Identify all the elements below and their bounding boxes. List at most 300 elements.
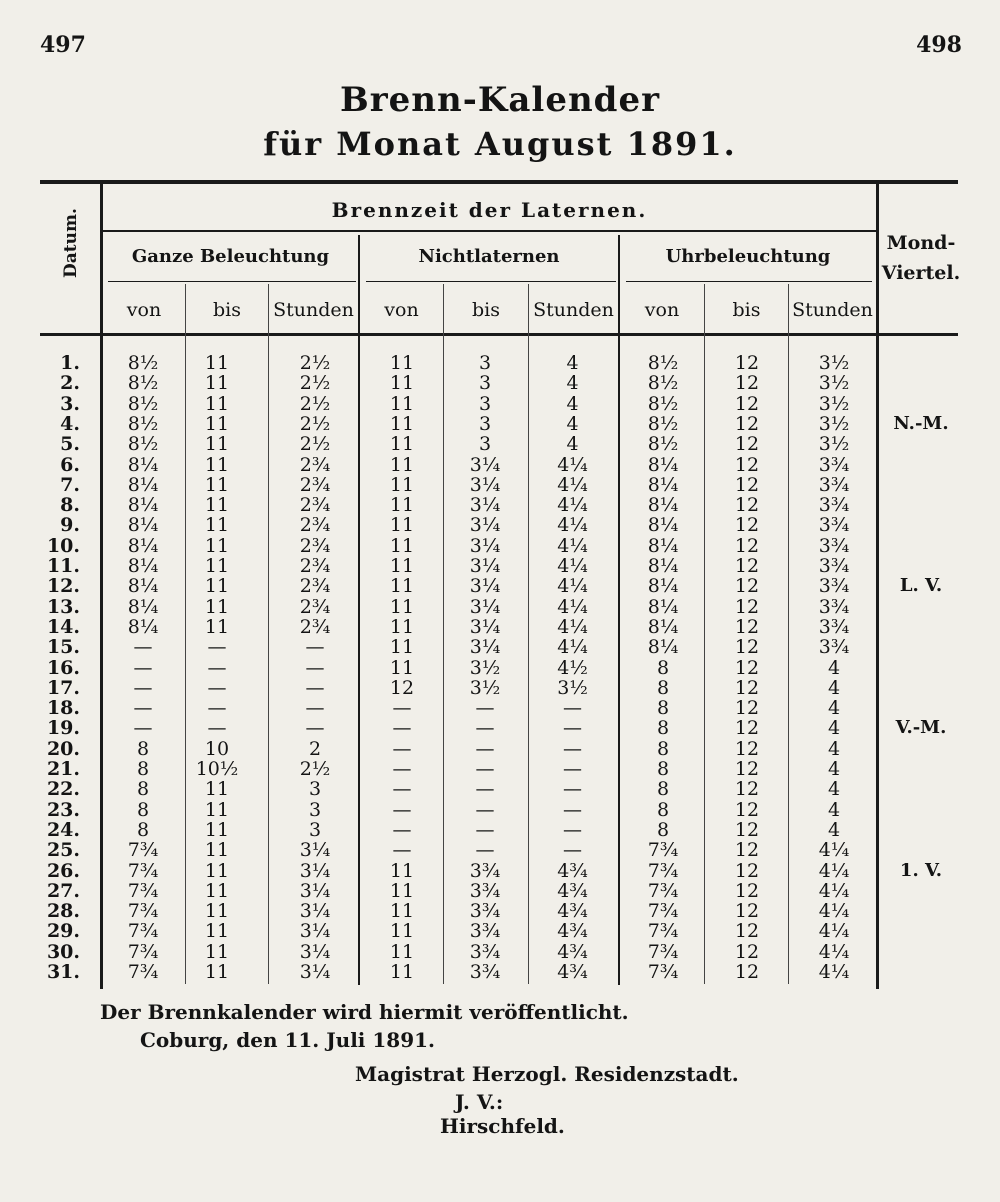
table-cell: 12 (734, 595, 760, 618)
table-cell: 12 (734, 717, 760, 740)
table-cell: 8½ (127, 392, 159, 415)
table-cell: 7¾ (127, 879, 159, 902)
table-cell: 4¾ (557, 940, 588, 963)
table-cell: 8½ (127, 433, 159, 456)
table-row (0, 839, 1000, 862)
table-cell: 4¼ (557, 534, 588, 557)
subheader-bis: bis (472, 299, 500, 321)
mond-header-line1: Mond- (886, 232, 956, 254)
table-cell: 2¾ (299, 575, 331, 598)
table-cell: 12 (734, 920, 760, 943)
table-cell: 8½ (647, 392, 679, 415)
table-cell: — (392, 818, 412, 841)
table-cell: — (305, 717, 325, 740)
table-cell: 11 (204, 900, 230, 923)
table-cell: 2¾ (299, 555, 331, 577)
table-cell: — (392, 737, 412, 760)
table-cell: 2½ (299, 412, 331, 435)
table-cell: 4¼ (557, 514, 588, 537)
table-cell: 3 (308, 818, 322, 841)
table-row (0, 535, 1000, 555)
table-cell: 2¾ (299, 595, 331, 618)
table-cell: 3¼ (469, 615, 501, 638)
table-row (0, 393, 1000, 413)
table-cell: 7¾ (127, 900, 159, 923)
table-row (0, 799, 1000, 819)
date-cell: 22. (46, 778, 80, 801)
table-cell: 12 (734, 392, 760, 415)
date-cell: 2. (60, 372, 80, 395)
table-cell: 4¾ (557, 900, 588, 923)
table-cell: 11 (204, 859, 230, 882)
table-cell: 11 (204, 352, 230, 374)
table-cell: 11 (389, 494, 415, 517)
table-cell: 3¾ (818, 453, 850, 476)
table-cell: 3¾ (469, 859, 501, 882)
table-cell: 3¼ (469, 494, 501, 517)
date-cell: 24. (46, 818, 80, 841)
table-row (0, 961, 1000, 981)
table-cell: 8 (136, 737, 150, 760)
table-cell: 3¾ (818, 615, 850, 638)
table-cell: 11 (204, 798, 230, 821)
table-cell: 11 (204, 514, 230, 537)
date-cell: 13. (46, 595, 80, 618)
table-cell: 11 (389, 514, 415, 537)
table-cell: 8 (656, 778, 670, 801)
table-cell: 2¾ (299, 534, 331, 557)
table-row (0, 900, 1000, 923)
table-cell: — (475, 798, 495, 821)
date-cell: 20. (46, 737, 80, 760)
table-cell: 4¼ (818, 900, 850, 923)
table-cell: — (475, 697, 495, 720)
table-cell: 8¼ (127, 494, 159, 517)
table-cell: 11 (204, 879, 230, 902)
table-cell: 12 (734, 961, 760, 983)
table-cell: 4 (827, 656, 841, 679)
table-cell: 3 (308, 778, 322, 801)
table-row (0, 880, 1000, 900)
table-cell: 4¼ (557, 453, 588, 476)
footer-jv: J. V.: (455, 1090, 504, 1114)
table-cell: 11 (389, 615, 415, 638)
table-cell: — (392, 758, 412, 780)
table-cell: 8½ (647, 372, 679, 395)
table-cell: 10 (204, 737, 230, 760)
table-cell: 7¾ (127, 839, 159, 862)
table-cell: 7¾ (647, 879, 679, 902)
table-row (0, 474, 1000, 494)
table-cell: 12 (734, 534, 760, 557)
table-cell: — (207, 656, 227, 679)
table-cell: 3¼ (469, 453, 501, 476)
table-cell: 11 (389, 656, 415, 679)
table-cell: 8½ (127, 372, 159, 395)
table-cell: 11 (389, 920, 415, 943)
table-cell: 3¾ (818, 473, 850, 496)
subheader-stunden: Stunden (792, 299, 873, 321)
date-cell: 16. (46, 656, 80, 679)
table-cell: 3 (478, 352, 492, 374)
table-cell: 11 (389, 595, 415, 618)
table-cell: 12 (734, 737, 760, 760)
table-row (0, 941, 1000, 961)
table-row (0, 920, 1000, 943)
table-row (0, 555, 1000, 575)
table-cell: — (305, 676, 325, 699)
table-cell: 12 (734, 575, 760, 598)
table-cell: 11 (204, 940, 230, 963)
date-cell: 7. (60, 473, 80, 496)
subheader-von: von (644, 299, 680, 321)
table-cell: — (563, 697, 582, 720)
table-cell: 8¼ (647, 615, 679, 638)
table-cell: 11 (204, 392, 230, 415)
date-cell: 21. (46, 758, 80, 780)
table-cell: 8¼ (127, 575, 159, 598)
footer-place-date: Coburg, den 11. Juli 1891. (140, 1028, 435, 1052)
table-cell: 3¾ (469, 879, 501, 902)
subheader-stunden: Stunden (273, 299, 354, 321)
table-cell: 4¾ (557, 920, 588, 943)
table-cell: 7¾ (647, 920, 679, 943)
table-cell: 8¼ (127, 534, 159, 557)
date-cell: 8. (60, 494, 80, 517)
table-cell: 4 (827, 676, 841, 699)
table-cell: 3¾ (469, 961, 501, 983)
table-cell: 11 (204, 615, 230, 638)
mond-header-line2: Viertel. (881, 262, 961, 284)
table-cell: 4¼ (818, 940, 850, 963)
table-cell: 4 (827, 798, 841, 821)
table-cell: 11 (204, 595, 230, 618)
table-row (0, 758, 1000, 778)
subheader-bis: bis (213, 299, 241, 321)
date-cell: 31. (46, 961, 80, 983)
date-cell: 9. (60, 514, 80, 537)
table-row (0, 819, 1000, 839)
table-row (0, 454, 1000, 474)
date-cell: 17. (46, 676, 80, 699)
page-number-left: 497 (40, 32, 86, 58)
table-cell: 2¾ (299, 494, 331, 517)
table-cell: — (475, 717, 495, 740)
table-cell: 3 (478, 433, 492, 456)
table-row (0, 372, 1000, 395)
table-cell: 11 (389, 859, 415, 882)
table-cell: 12 (734, 372, 760, 395)
table-cell: 11 (389, 879, 415, 902)
table-row (0, 616, 1000, 636)
brennzeit-header: Brennzeit der Laternen. (331, 198, 648, 222)
table-cell: 3¾ (818, 555, 850, 577)
table-cell: 11 (389, 453, 415, 476)
table-cell: 8 (656, 697, 670, 720)
table-cell: 3¼ (299, 900, 331, 923)
moon-phase-label: N.-M. (893, 412, 949, 434)
table-cell: 4¼ (818, 859, 850, 882)
table-cell: 3¼ (469, 555, 501, 577)
table-cell: — (392, 717, 412, 740)
subheader-von: von (384, 299, 419, 321)
table-cell: 12 (734, 940, 760, 963)
table-cell: — (392, 798, 412, 821)
table-cell: 8 (136, 798, 150, 821)
table-row (0, 717, 1000, 740)
date-cell: 10. (46, 534, 80, 557)
table-row (0, 494, 1000, 517)
group-rule-1 (108, 281, 356, 282)
table-cell: 11 (389, 433, 415, 456)
table-cell: — (133, 697, 153, 720)
table-cell: 12 (734, 818, 760, 841)
table-cell: 11 (389, 372, 415, 395)
group-rule-3 (626, 281, 872, 282)
table-row (0, 860, 1000, 880)
table-cell: 3¾ (469, 900, 501, 923)
table-cell: 4¼ (818, 879, 850, 902)
table-cell: 12 (734, 494, 760, 517)
date-cell: 18. (46, 697, 80, 720)
date-cell: 23. (46, 798, 80, 821)
table-cell: 8¼ (647, 636, 679, 659)
table-cell: 3¼ (469, 534, 501, 557)
table-cell: 3 (478, 392, 492, 415)
table-cell: — (207, 717, 227, 740)
table-header-bottom-rule (40, 333, 958, 336)
table-cell: — (305, 697, 325, 720)
date-cell: 30. (46, 940, 80, 963)
table-cell: 12 (734, 900, 760, 923)
table-cell: 4¾ (557, 961, 588, 983)
table-cell: 11 (204, 534, 230, 557)
table-cell: 8 (136, 778, 150, 801)
table-cell: 3¾ (469, 940, 501, 963)
brennzeit-rule (103, 230, 876, 232)
table-cell: — (392, 697, 412, 720)
table-cell: 12 (734, 656, 760, 679)
table-cell: 4¼ (557, 575, 588, 598)
datum-header: Datum. (61, 208, 81, 278)
table-cell: 8¼ (647, 514, 679, 537)
table-cell: 11 (389, 473, 415, 496)
table-cell: 3¾ (818, 575, 850, 598)
table-row (0, 575, 1000, 598)
table-cell: 3½ (818, 392, 850, 415)
date-cell: 15. (46, 636, 80, 659)
table-cell: 7¾ (127, 920, 159, 943)
table-cell: — (305, 656, 325, 679)
table-cell: 4 (827, 758, 841, 780)
date-cell: 28. (46, 900, 80, 923)
table-cell: 2½ (299, 352, 331, 374)
table-cell: 8 (136, 818, 150, 841)
table-cell: 11 (389, 575, 415, 598)
table-cell: 3½ (818, 433, 850, 456)
table-cell: 3¾ (469, 920, 501, 943)
table-cell: 11 (204, 433, 230, 456)
table-cell: 7¾ (127, 961, 159, 983)
table-cell: 3¼ (469, 514, 501, 537)
table-cell: 3¼ (469, 595, 501, 618)
page-number-right: 498 (916, 32, 962, 58)
table-cell: 8¼ (647, 494, 679, 517)
table-cell: — (207, 697, 227, 720)
group-rule-2 (366, 281, 616, 282)
table-cell: 4¼ (818, 839, 850, 862)
date-cell: 26. (46, 859, 80, 882)
table-cell: 2½ (299, 372, 331, 395)
table-cell: — (563, 717, 582, 740)
table-cell: 12 (734, 839, 760, 862)
date-cell: 6. (60, 453, 80, 476)
table-cell: 3¾ (818, 534, 850, 557)
table-cell: 8½ (127, 412, 159, 435)
table-top-rule (40, 180, 958, 184)
table-cell: 4¼ (557, 555, 588, 577)
table-cell: 3½ (469, 676, 501, 699)
table-cell: — (305, 636, 325, 659)
table-row (0, 514, 1000, 537)
table-cell: 11 (389, 534, 415, 557)
table-cell: — (563, 798, 582, 821)
table-cell: 4¾ (557, 859, 588, 882)
table-cell: 12 (734, 859, 760, 882)
date-cell: 11. (46, 555, 80, 577)
table-cell: — (207, 676, 227, 699)
table-cell: 8¼ (127, 615, 159, 638)
table-row (0, 738, 1000, 758)
table-cell: 8¼ (647, 534, 679, 557)
date-cell: 3. (60, 392, 80, 415)
table-cell: 8½ (647, 352, 679, 374)
table-cell: 4 (827, 717, 841, 740)
table-cell: — (475, 758, 495, 780)
table-cell: — (133, 656, 153, 679)
table-cell: 8 (656, 656, 670, 679)
table-cell: 8¼ (647, 595, 679, 618)
date-cell: 12. (46, 575, 80, 598)
table-cell: 8 (136, 758, 150, 780)
table-cell: 4¼ (818, 920, 850, 943)
table-cell: 8¼ (647, 453, 679, 476)
table-cell: 8 (656, 737, 670, 760)
table-cell: 2¾ (299, 453, 331, 476)
table-cell: 4 (827, 818, 841, 841)
table-cell: — (133, 717, 153, 740)
table-cell: 2¾ (299, 473, 331, 496)
table-cell: 7¾ (127, 859, 159, 882)
page-subtitle: für Monat August 1891. (263, 125, 737, 163)
table-cell: 4 (566, 372, 579, 395)
table-cell: 8¼ (647, 555, 679, 577)
table-row (0, 657, 1000, 677)
table-cell: 11 (204, 555, 230, 577)
table-cell: 4 (566, 392, 579, 415)
table-cell: 8¼ (127, 595, 159, 618)
table-row (0, 697, 1000, 720)
table-cell: 12 (734, 412, 760, 435)
table-cell: 4 (566, 433, 579, 456)
table-cell: 11 (389, 555, 415, 577)
table-cell: 3¾ (818, 636, 850, 659)
table-row (0, 413, 1000, 433)
table-cell: 12 (734, 676, 760, 699)
table-cell: 3¼ (469, 473, 501, 496)
table-cell: 2 (308, 737, 322, 760)
moon-phase-label: L. V. (899, 575, 943, 597)
table-cell: 7¾ (647, 940, 679, 963)
table-cell: 2½ (299, 433, 331, 456)
table-cell: 4¼ (557, 636, 588, 659)
table-cell: 12 (734, 758, 760, 780)
table-row (0, 677, 1000, 697)
table-cell: 7¾ (647, 859, 679, 882)
table-cell: 7¾ (647, 900, 679, 923)
date-cell: 27. (46, 879, 80, 902)
table-cell: 8 (656, 798, 670, 821)
table-cell: 11 (204, 818, 230, 841)
table-cell: 4 (827, 737, 841, 760)
table-cell: 3½ (557, 676, 588, 699)
table-row (0, 778, 1000, 801)
table-row (0, 352, 1000, 372)
subheader-von: von (126, 299, 162, 321)
table-cell: 8¼ (127, 514, 159, 537)
table-cell: 12 (734, 615, 760, 638)
footer-notice: Der Brennkalender wird hiermit veröffentlicht. (100, 1000, 629, 1024)
table-cell: 11 (389, 412, 415, 435)
table-cell: — (475, 737, 495, 760)
table-cell: 8 (656, 758, 670, 780)
date-cell: 14. (46, 615, 80, 638)
footer-magistrat: Magistrat Herzogl. Residenzstadt. (355, 1062, 739, 1086)
table-cell: 8¼ (127, 555, 159, 577)
table-cell: 8¼ (647, 575, 679, 598)
group-header-nicht: Nichtlaternen (418, 246, 560, 267)
table-cell: 11 (389, 961, 415, 983)
table-cell: 4¼ (557, 595, 588, 618)
date-cell: 19. (46, 717, 80, 740)
table-cell: 11 (204, 575, 230, 598)
table-cell: 11 (389, 392, 415, 415)
table-cell: 12 (734, 453, 760, 476)
table-cell: 11 (204, 961, 230, 983)
table-cell: 3 (478, 372, 492, 395)
table-cell: 12 (734, 778, 760, 801)
table-cell: 11 (204, 412, 230, 435)
table-cell: 2¾ (299, 615, 331, 638)
table-cell: 3¼ (299, 920, 331, 943)
table-cell: — (563, 778, 582, 801)
table-cell: 8½ (127, 352, 159, 374)
table-cell: 11 (204, 494, 230, 517)
table-cell: 2½ (299, 758, 331, 780)
table-cell: 11 (389, 352, 415, 374)
table-cell: 11 (204, 920, 230, 943)
table-cell: 3¾ (818, 514, 850, 537)
table-cell: — (563, 758, 582, 780)
table-cell: 11 (389, 940, 415, 963)
table-cell: — (563, 737, 582, 760)
table-cell: 11 (389, 900, 415, 923)
table-cell: 4¾ (557, 879, 588, 902)
table-cell: — (563, 818, 582, 841)
date-cell: 5. (60, 433, 80, 456)
table-cell: 11 (204, 473, 230, 496)
table-cell: 3¼ (299, 940, 331, 963)
